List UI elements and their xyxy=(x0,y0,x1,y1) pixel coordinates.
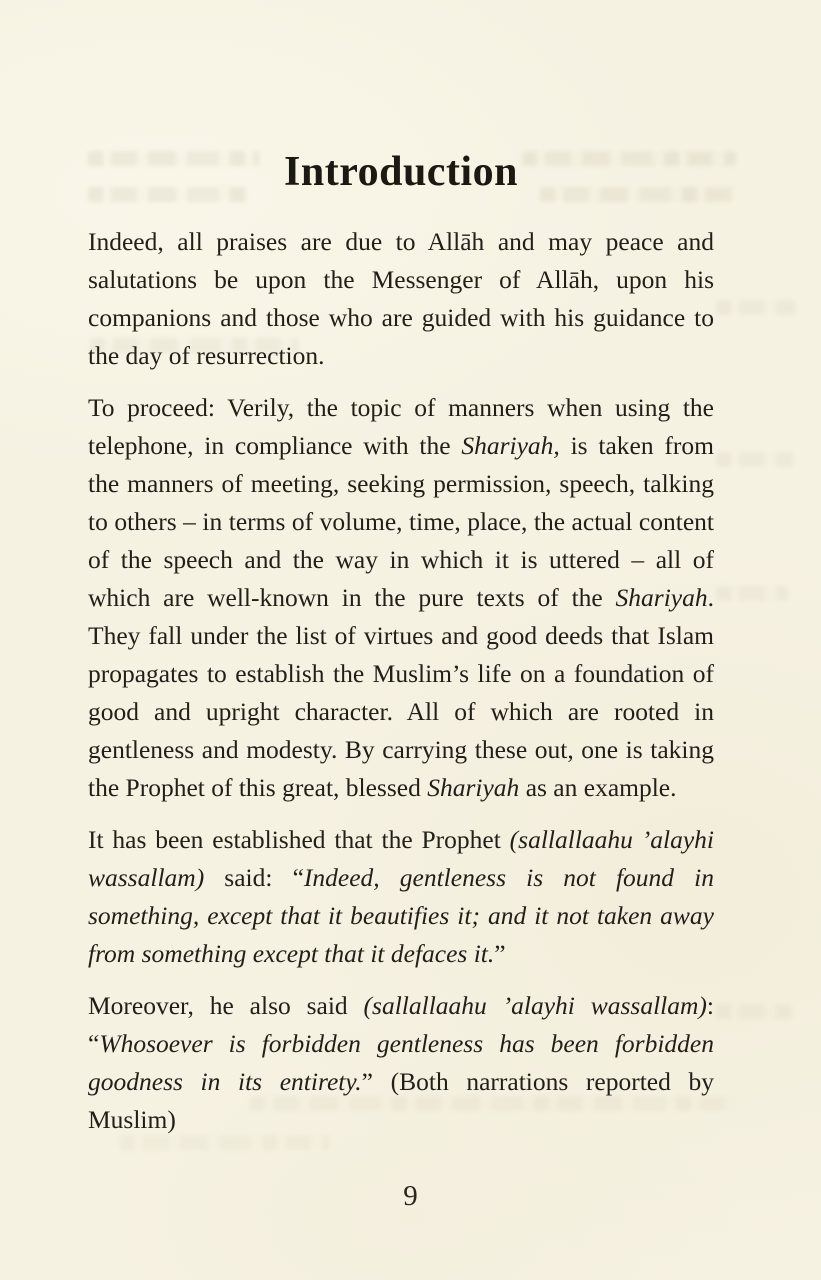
page-body-text xyxy=(88,223,714,1139)
text-run: It has been established that the Prophet xyxy=(88,825,510,854)
text-run: To proceed: Verily, the topic of manners when using the telephone, in compliance with the xyxy=(88,393,714,460)
paragraph xyxy=(88,389,714,807)
italic-text-run: (sallallaahu ’alayhi wassallam) xyxy=(88,825,715,892)
paragraph xyxy=(88,821,714,973)
book-page xyxy=(88,0,714,1139)
text-run: Moreover, he also said xyxy=(88,991,364,1020)
text-run: is taken from the manners of meeting, seeking permission, speech, talking to others – in terms of volume, time, place, the actual content of the speech and the way in which it is uttered – all of which are well-known in the pure texts of the xyxy=(88,431,714,612)
bleedthrough-text-ghost xyxy=(716,452,794,467)
bleedthrough-text-ghost xyxy=(716,1004,792,1019)
text-run: ” (Both narrations reported by Muslim) xyxy=(88,1067,715,1134)
italic-text-run: Shariyah xyxy=(615,583,708,612)
paragraph xyxy=(88,987,714,1139)
bleedthrough-text-ghost xyxy=(716,586,788,601)
italic-text-run: Whosoever is forbidden gentleness has been forbidden goodness in its entirety. xyxy=(88,1029,714,1096)
italic-text-run: Indeed, gentleness is not found in something, except that it beautifies it; and it not taken away from something except that it defaces it. xyxy=(88,863,714,968)
paragraph xyxy=(88,223,714,375)
text-run: . They fall under the list of virtues and good deeds that Islam propagates to establish the Muslim’s life on a foundation of good and upright character. All of which are rooted in gentleness and modesty. By carrying these out, one is taking the Prophet of this great, blessed xyxy=(88,583,714,802)
bleedthrough-text-ghost xyxy=(716,300,796,315)
page-title: Introduction xyxy=(284,149,518,195)
text-run: : “ xyxy=(88,991,714,1058)
italic-text-run: Shariyah xyxy=(427,773,520,802)
italic-text-run: (sallallaahu ’alayhi wassallam) xyxy=(363,991,707,1020)
italic-text-run: Shariyah, xyxy=(461,431,560,460)
text-run: ” xyxy=(494,939,506,968)
text-run: Indeed, all praises are due to Allāh and may peace and salutations be upon the Messenger of Allāh, upon his companions and those who are guided with his guidance to the day of resurrection. xyxy=(88,227,714,370)
text-run: as an example. xyxy=(519,773,677,802)
text-run: said: “ xyxy=(204,863,304,892)
page-number: 9 xyxy=(403,1180,418,1212)
